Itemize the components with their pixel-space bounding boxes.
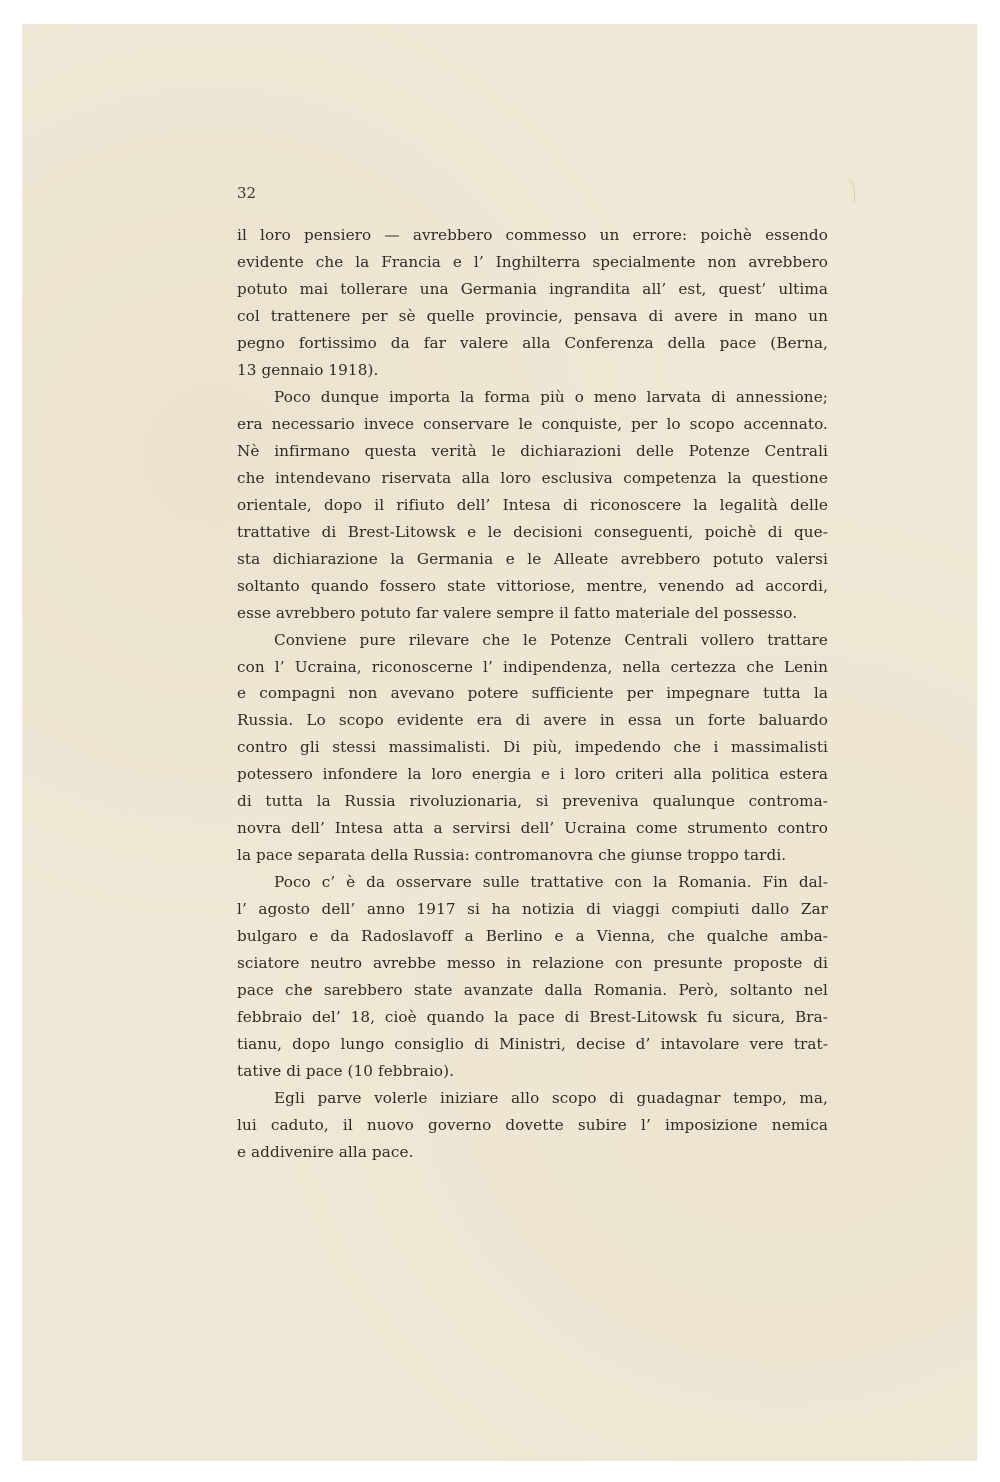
text-line: potuto mai tollerare una Germania ingrandita all’ est, quest’ ultima — [237, 279, 828, 298]
text-line: potessero infondere la loro energia e i loro criteri alla politica estera — [237, 765, 828, 784]
text-line: Egli parve volerle iniziare allo scopo di guadagnar tempo, ma, — [274, 1089, 828, 1107]
text-line: Nè infirmano questa verità le dichiarazioni delle Potenze Centrali — [237, 441, 828, 460]
text-line: Russia. Lo scopo evidente era di avere in essa un forte baluardo — [237, 711, 828, 730]
text-line: trattative di Brest-Litowsk e le decisioni conseguenti, poichè di que- — [237, 522, 828, 541]
text-line: con l’ Ucraina, riconoscerne l’ indipendenza, nella certezza che Lenin — [237, 657, 828, 676]
text-line: che intendevano riservata alla loro esclusiva competenza la questione — [237, 468, 828, 487]
text-line: sciatore neutro avrebbe messo in relazione con presunte proposte di — [237, 954, 828, 973]
text-line: sta dichiarazione la Germania e le Alleate avrebbero potuto valersi — [237, 549, 828, 568]
paragraph — [237, 222, 828, 384]
text-line: la pace separata della Russia: contromanovra che giunse troppo tardi. — [237, 846, 787, 865]
text-line: orientale, dopo il rifiuto dell’ Intesa di riconoscere la legalità delle — [237, 495, 828, 514]
text-line: lui caduto, il nuovo governo dovette subire l’ imposizione nemica — [237, 1115, 828, 1134]
text-line: col trattenere per sè quelle provincie, pensava di avere in mano un — [237, 306, 828, 325]
text-line: tative di pace (10 febbraio). — [237, 1062, 455, 1081]
text-line: Conviene pure rilevare che le Potenze Centrali vollero trattare — [274, 630, 828, 649]
text-line: novra dell’ Intesa atta a servirsi dell’ Ucraina come strumento contro — [237, 819, 828, 838]
text-line: 13 gennaio 1918). — [237, 360, 379, 379]
text-line: tianu, dopo lungo consiglio di Ministri, decise d’ intavolare vere trat- — [237, 1035, 828, 1054]
paragraph — [237, 627, 828, 870]
text-line: soltanto quando fossero state vittoriose, mentre, venendo ad accordi, — [237, 576, 828, 595]
paragraph — [237, 384, 828, 627]
text-line: e compagni non avevano potere sufficiente per impegnare tutta la — [237, 684, 828, 703]
text-line: pace che sarebbero state avanzate dalla Romania. Però, soltanto nel — [237, 981, 828, 1000]
text-line: contro gli stessi massimalisti. Di più, impedendo che i massimalisti — [237, 738, 828, 757]
text-line: evidente che la Francia e l’ Inghilterra specialmente non avrebbero — [237, 252, 828, 271]
page-number: 32 — [237, 184, 257, 202]
text-line: era necessario invece conservare le conquiste, per lo scopo accennato. — [237, 414, 828, 433]
paragraph — [237, 869, 828, 1085]
text-line: pegno fortissimo da far valere alla Conferenza della pace (Berna, — [237, 333, 828, 352]
text-line: Poco c’ è da osservare sulle trattative con la Romania. Fin dal- — [274, 873, 828, 892]
paragraph — [237, 1085, 828, 1166]
text-line: Poco dunque importa la forma più o meno larvata di annessione; — [274, 387, 828, 406]
text-line: l’ agosto dell’ anno 1917 si ha notizia di viaggi compiuti dallo Zar — [237, 900, 828, 919]
text-line: esse avrebbero potuto far valere sempre il fatto materiale del possesso. — [237, 603, 798, 622]
body-text — [237, 222, 828, 1166]
text-line: febbraio del’ 18, cioè quando la pace di Brest-Litowsk fu sicura, Bra- — [237, 1008, 828, 1027]
text-line: bulgaro e da Radoslavoff a Berlino e a Vienna, che qualche amba- — [237, 927, 828, 946]
text-line: e addivenire alla pace. — [237, 1142, 414, 1161]
text-line: il loro pensiero — avrebbero commesso un errore: poichè essendo — [237, 226, 828, 244]
text-line: di tutta la Russia rivoluzionaria, si preveniva qualunque controma- — [237, 792, 828, 811]
